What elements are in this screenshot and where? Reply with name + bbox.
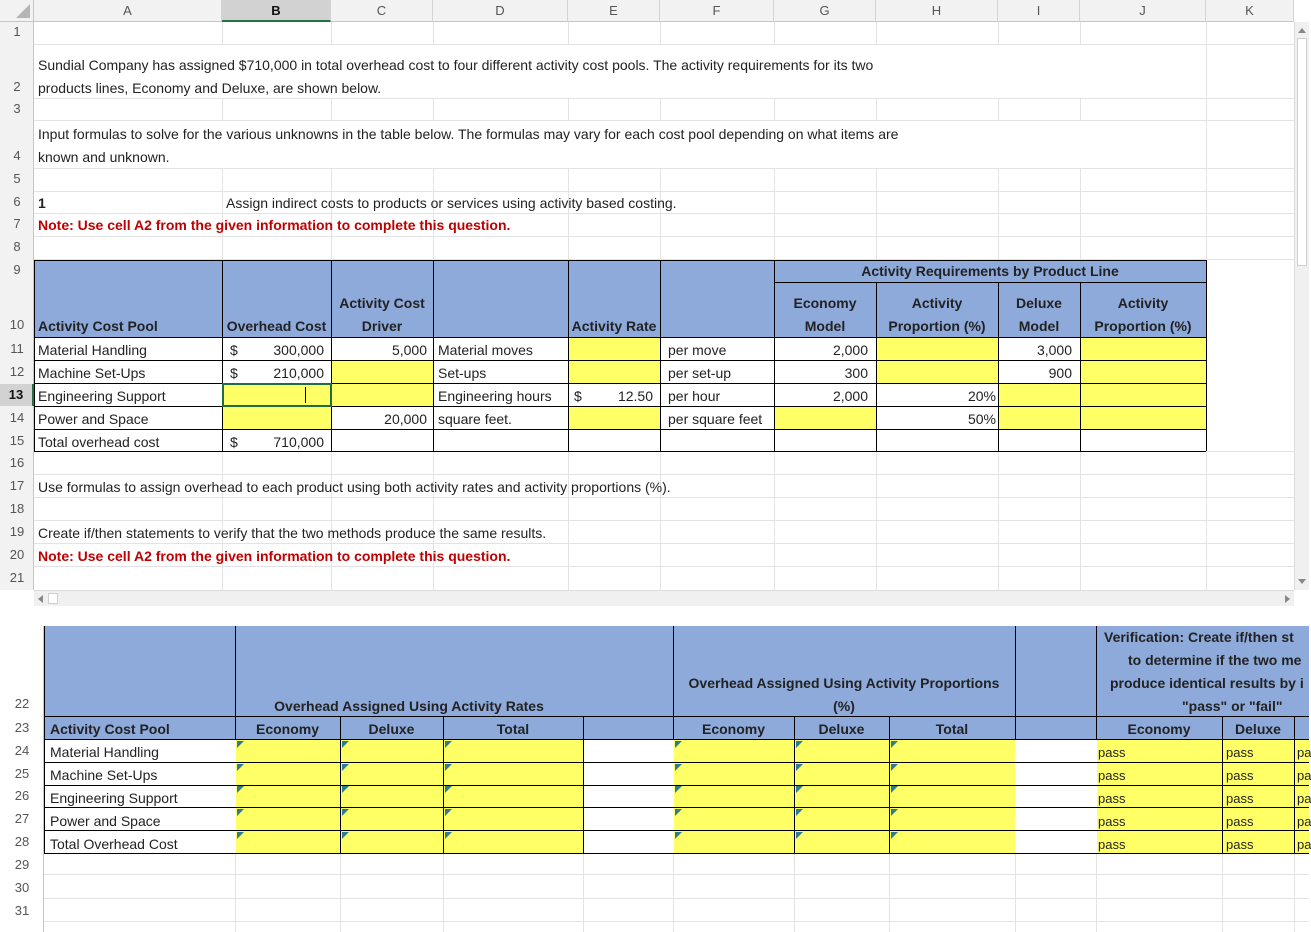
col-total: Total — [935, 721, 969, 737]
driver-value[interactable]: 5,000 — [391, 342, 427, 358]
col-economy-model: Economy — [793, 295, 857, 311]
pool-name: Total overhead cost — [38, 434, 160, 450]
pool-name: Engineering Support — [50, 790, 178, 806]
row-header[interactable]: 31 — [14, 903, 30, 918]
pass-deluxe[interactable]: pass — [1226, 791, 1254, 806]
rate-per: per move — [668, 342, 727, 358]
scroll-down-icon[interactable] — [1298, 579, 1306, 584]
economy-model-value[interactable]: 2,000 — [832, 388, 868, 404]
currency: $ — [230, 342, 238, 358]
rate-per: per square feet — [668, 411, 763, 427]
question-text: Assign indirect costs to products or services using activity based costing. — [226, 195, 677, 211]
row-header[interactable]: 17 — [9, 478, 25, 493]
row-header[interactable]: 10 — [9, 317, 25, 332]
row-header[interactable]: 6 — [13, 194, 21, 209]
row-header[interactable]: 2 — [13, 79, 21, 94]
col-header-k[interactable]: K — [1206, 0, 1294, 22]
col-activity-cost-pool: Activity Cost Pool — [50, 721, 170, 737]
col-activity-rate: Activity Rate — [571, 318, 657, 334]
currency: $ — [230, 365, 238, 381]
col-economy-proportion: Activity — [911, 295, 963, 311]
economy-model-value[interactable]: 2,000 — [832, 342, 868, 358]
overhead-value[interactable]: 710,000 — [273, 434, 324, 450]
row-header[interactable]: 16 — [9, 455, 25, 470]
input-cell[interactable] — [1081, 361, 1206, 383]
input-cell[interactable] — [223, 407, 331, 429]
pool-name: Engineering Support — [38, 388, 166, 404]
row-header[interactable]: 21 — [9, 570, 25, 585]
row-header[interactable]: 27 — [14, 811, 30, 826]
economy-proportion-value[interactable]: 50% — [967, 411, 996, 427]
pass-economy[interactable]: pass — [1098, 814, 1126, 829]
pass-economy[interactable]: pass — [1098, 837, 1126, 852]
pass-economy[interactable]: pass — [1098, 768, 1126, 783]
col-header-b[interactable]: B — [222, 0, 331, 22]
intro-text-line3: Input formulas to solve for the various unknowns in the table below. The formulas may vary for each cost pool depending on what items are — [38, 126, 899, 142]
col-deluxe-proportion: Activity — [1117, 295, 1169, 311]
intro-text-line4: known and unknown. — [38, 149, 170, 165]
pass-total[interactable]: pa — [1297, 768, 1311, 783]
row-header[interactable]: 12 — [9, 364, 25, 379]
scroll-up-icon[interactable] — [1298, 28, 1306, 33]
pool-name: Machine Set-Ups — [38, 365, 146, 381]
verification-header: produce identical results by i — [1110, 675, 1304, 691]
scroll-right-icon[interactable] — [1285, 595, 1290, 603]
rate-value[interactable]: 12.50 — [617, 388, 653, 404]
col-header-j[interactable]: J — [1080, 0, 1206, 22]
row-header[interactable]: 7 — [13, 216, 21, 231]
input-cell[interactable] — [332, 361, 433, 383]
overhead-value[interactable]: 300,000 — [273, 342, 324, 358]
input-cell[interactable] — [999, 384, 1080, 406]
horizontal-scrollbar[interactable] — [34, 590, 1294, 606]
proportions-header: Overhead Assigned Using Activity Proportions — [688, 675, 1000, 691]
row-header-selected[interactable]: 13 — [0, 384, 34, 406]
overhead-value[interactable]: 210,000 — [273, 365, 324, 381]
pass-total[interactable]: pa — [1297, 814, 1311, 829]
col-economy: Economy — [255, 721, 319, 737]
row-header[interactable]: 24 — [14, 743, 30, 758]
row-header[interactable]: 5 — [13, 171, 21, 186]
row-header[interactable]: 30 — [14, 880, 30, 895]
activity-requirements-header: Activity Requirements by Product Line — [861, 263, 1119, 279]
col-header-i[interactable]: I — [998, 0, 1080, 22]
col-economy-proportion: Proportion (%) — [888, 318, 986, 334]
col-deluxe-proportion: Proportion (%) — [1094, 318, 1192, 334]
spreadsheet-bottom-pane[interactable] — [0, 626, 1309, 932]
row-header[interactable]: 26 — [14, 788, 30, 803]
pass-economy[interactable]: pass — [1098, 745, 1126, 760]
col-header-a[interactable]: A — [34, 0, 222, 22]
row-header[interactable]: 4 — [13, 148, 21, 163]
col-header-f[interactable]: F — [660, 0, 774, 22]
currency: $ — [230, 434, 238, 450]
input-cell[interactable] — [1081, 338, 1206, 360]
row-header[interactable]: 22 — [14, 696, 30, 711]
scroll-thumb[interactable] — [1297, 38, 1307, 266]
col-header-h[interactable]: H — [876, 0, 998, 22]
pool-name: Power and Space — [38, 411, 149, 427]
driver-value[interactable]: 20,000 — [384, 411, 427, 427]
instruction-assign: Use formulas to assign overhead to each product using both activity rates and activity proportions (%). — [38, 479, 671, 495]
verification-header: Verification: Create if/then st — [1104, 629, 1294, 645]
deluxe-model-value[interactable]: 3,000 — [1036, 342, 1072, 358]
active-cell-b13[interactable] — [223, 384, 331, 406]
col-deluxe: Deluxe — [818, 721, 865, 737]
col-total: Total — [496, 721, 530, 737]
col-economy: Economy — [1127, 721, 1191, 737]
input-cell[interactable] — [877, 361, 998, 383]
driver-unit: Engineering hours — [438, 388, 552, 404]
proportions-header: (%) — [833, 698, 855, 714]
deluxe-model-value[interactable]: 900 — [1048, 365, 1072, 381]
input-cell[interactable] — [569, 361, 660, 383]
col-activity-cost-pool: Activity Cost Pool — [38, 318, 158, 334]
row-header[interactable]: 29 — [14, 857, 30, 872]
input-cell[interactable] — [877, 338, 998, 360]
col-economy: Economy — [701, 721, 765, 737]
intro-text-line1: Sundial Company has assigned $710,000 in total overhead cost to four different activity cost pools. The activity requirements for its two — [38, 57, 874, 73]
pass-total[interactable]: pa — [1297, 791, 1311, 806]
verification-header: "pass" or "fail" — [1182, 698, 1283, 714]
intro-text-line2: products lines, Economy and Deluxe, are shown below. — [38, 80, 382, 96]
row-header[interactable]: 14 — [9, 410, 25, 425]
pass-deluxe[interactable]: pass — [1226, 768, 1254, 783]
col-header-g[interactable]: G — [774, 0, 876, 22]
rates-header: Overhead Assigned Using Activity Rates — [274, 698, 544, 714]
col-economy-model: Model — [804, 318, 846, 334]
row-header[interactable]: 25 — [14, 766, 30, 781]
col-deluxe: Deluxe — [1235, 721, 1281, 737]
row-header[interactable]: 9 — [13, 262, 21, 277]
verification-header: to determine if the two me — [1128, 652, 1302, 668]
pool-name: Power and Space — [50, 813, 161, 829]
pool-name: Material Handling — [38, 342, 147, 358]
rate-per: per set-up — [668, 365, 732, 381]
rate-per: per hour — [668, 388, 721, 404]
input-cell[interactable] — [1081, 407, 1206, 429]
col-overhead-cost: Overhead Cost — [226, 318, 327, 334]
select-all-corner[interactable] — [0, 0, 34, 22]
pool-name: Material Handling — [50, 744, 159, 760]
hscroll-thumb[interactable] — [48, 593, 58, 604]
input-cell[interactable] — [775, 407, 876, 429]
driver-unit: Set-ups — [438, 365, 487, 381]
pass-deluxe[interactable]: pass — [1226, 837, 1254, 852]
col-deluxe-model: Model — [1018, 318, 1060, 334]
col-header-d[interactable]: D — [433, 0, 568, 22]
driver-unit: Material moves — [438, 342, 533, 358]
instruction-verify: Create if/then statements to verify that the two methods produce the same results. — [38, 525, 547, 541]
row-header[interactable]: 20 — [9, 547, 25, 562]
instruction-note: Note: Use cell A2 from the given information to complete this question. — [38, 548, 511, 564]
pool-name: Machine Set-Ups — [50, 767, 158, 783]
row-header[interactable]: 19 — [9, 524, 25, 539]
row-header[interactable]: 1 — [13, 24, 21, 39]
pass-deluxe[interactable]: pass — [1226, 745, 1254, 760]
vertical-scrollbar[interactable] — [1294, 22, 1309, 590]
scroll-left-icon[interactable] — [38, 595, 43, 603]
row-header[interactable]: 3 — [13, 101, 21, 116]
pass-deluxe[interactable]: pass — [1226, 814, 1254, 829]
question-note: Note: Use cell A2 from the given information to complete this question. — [38, 217, 511, 233]
economy-proportion-value[interactable]: 20% — [967, 388, 996, 404]
input-cell[interactable] — [332, 384, 433, 406]
row-header[interactable]: 15 — [9, 433, 25, 448]
pass-economy[interactable]: pass — [1098, 791, 1126, 806]
economy-model-value[interactable]: 300 — [844, 365, 868, 381]
col-deluxe: Deluxe — [368, 721, 415, 737]
input-cell[interactable] — [569, 407, 660, 429]
pass-total[interactable]: pa — [1297, 745, 1311, 760]
row-header[interactable]: 11 — [10, 341, 24, 356]
row-header[interactable]: 28 — [14, 834, 30, 849]
pool-name: Total Overhead Cost — [50, 836, 178, 852]
col-deluxe-model: Deluxe — [1016, 295, 1062, 311]
row-header[interactable]: 18 — [9, 501, 25, 516]
input-cell[interactable] — [1081, 384, 1206, 406]
input-cell[interactable] — [999, 407, 1080, 429]
input-cell[interactable] — [569, 338, 660, 360]
question-number: 1 — [38, 195, 46, 211]
row-header[interactable]: 23 — [14, 720, 30, 735]
col-activity-cost-driver: Driver — [361, 318, 403, 334]
rate-currency: $ — [574, 388, 582, 404]
driver-unit: square feet. — [438, 411, 512, 427]
pass-total[interactable]: pa — [1297, 837, 1311, 852]
col-header-c[interactable]: C — [331, 0, 433, 22]
row-header[interactable]: 8 — [13, 239, 21, 254]
col-activity-cost-driver: Activity Cost — [339, 295, 425, 311]
col-header-e[interactable]: E — [568, 0, 660, 22]
